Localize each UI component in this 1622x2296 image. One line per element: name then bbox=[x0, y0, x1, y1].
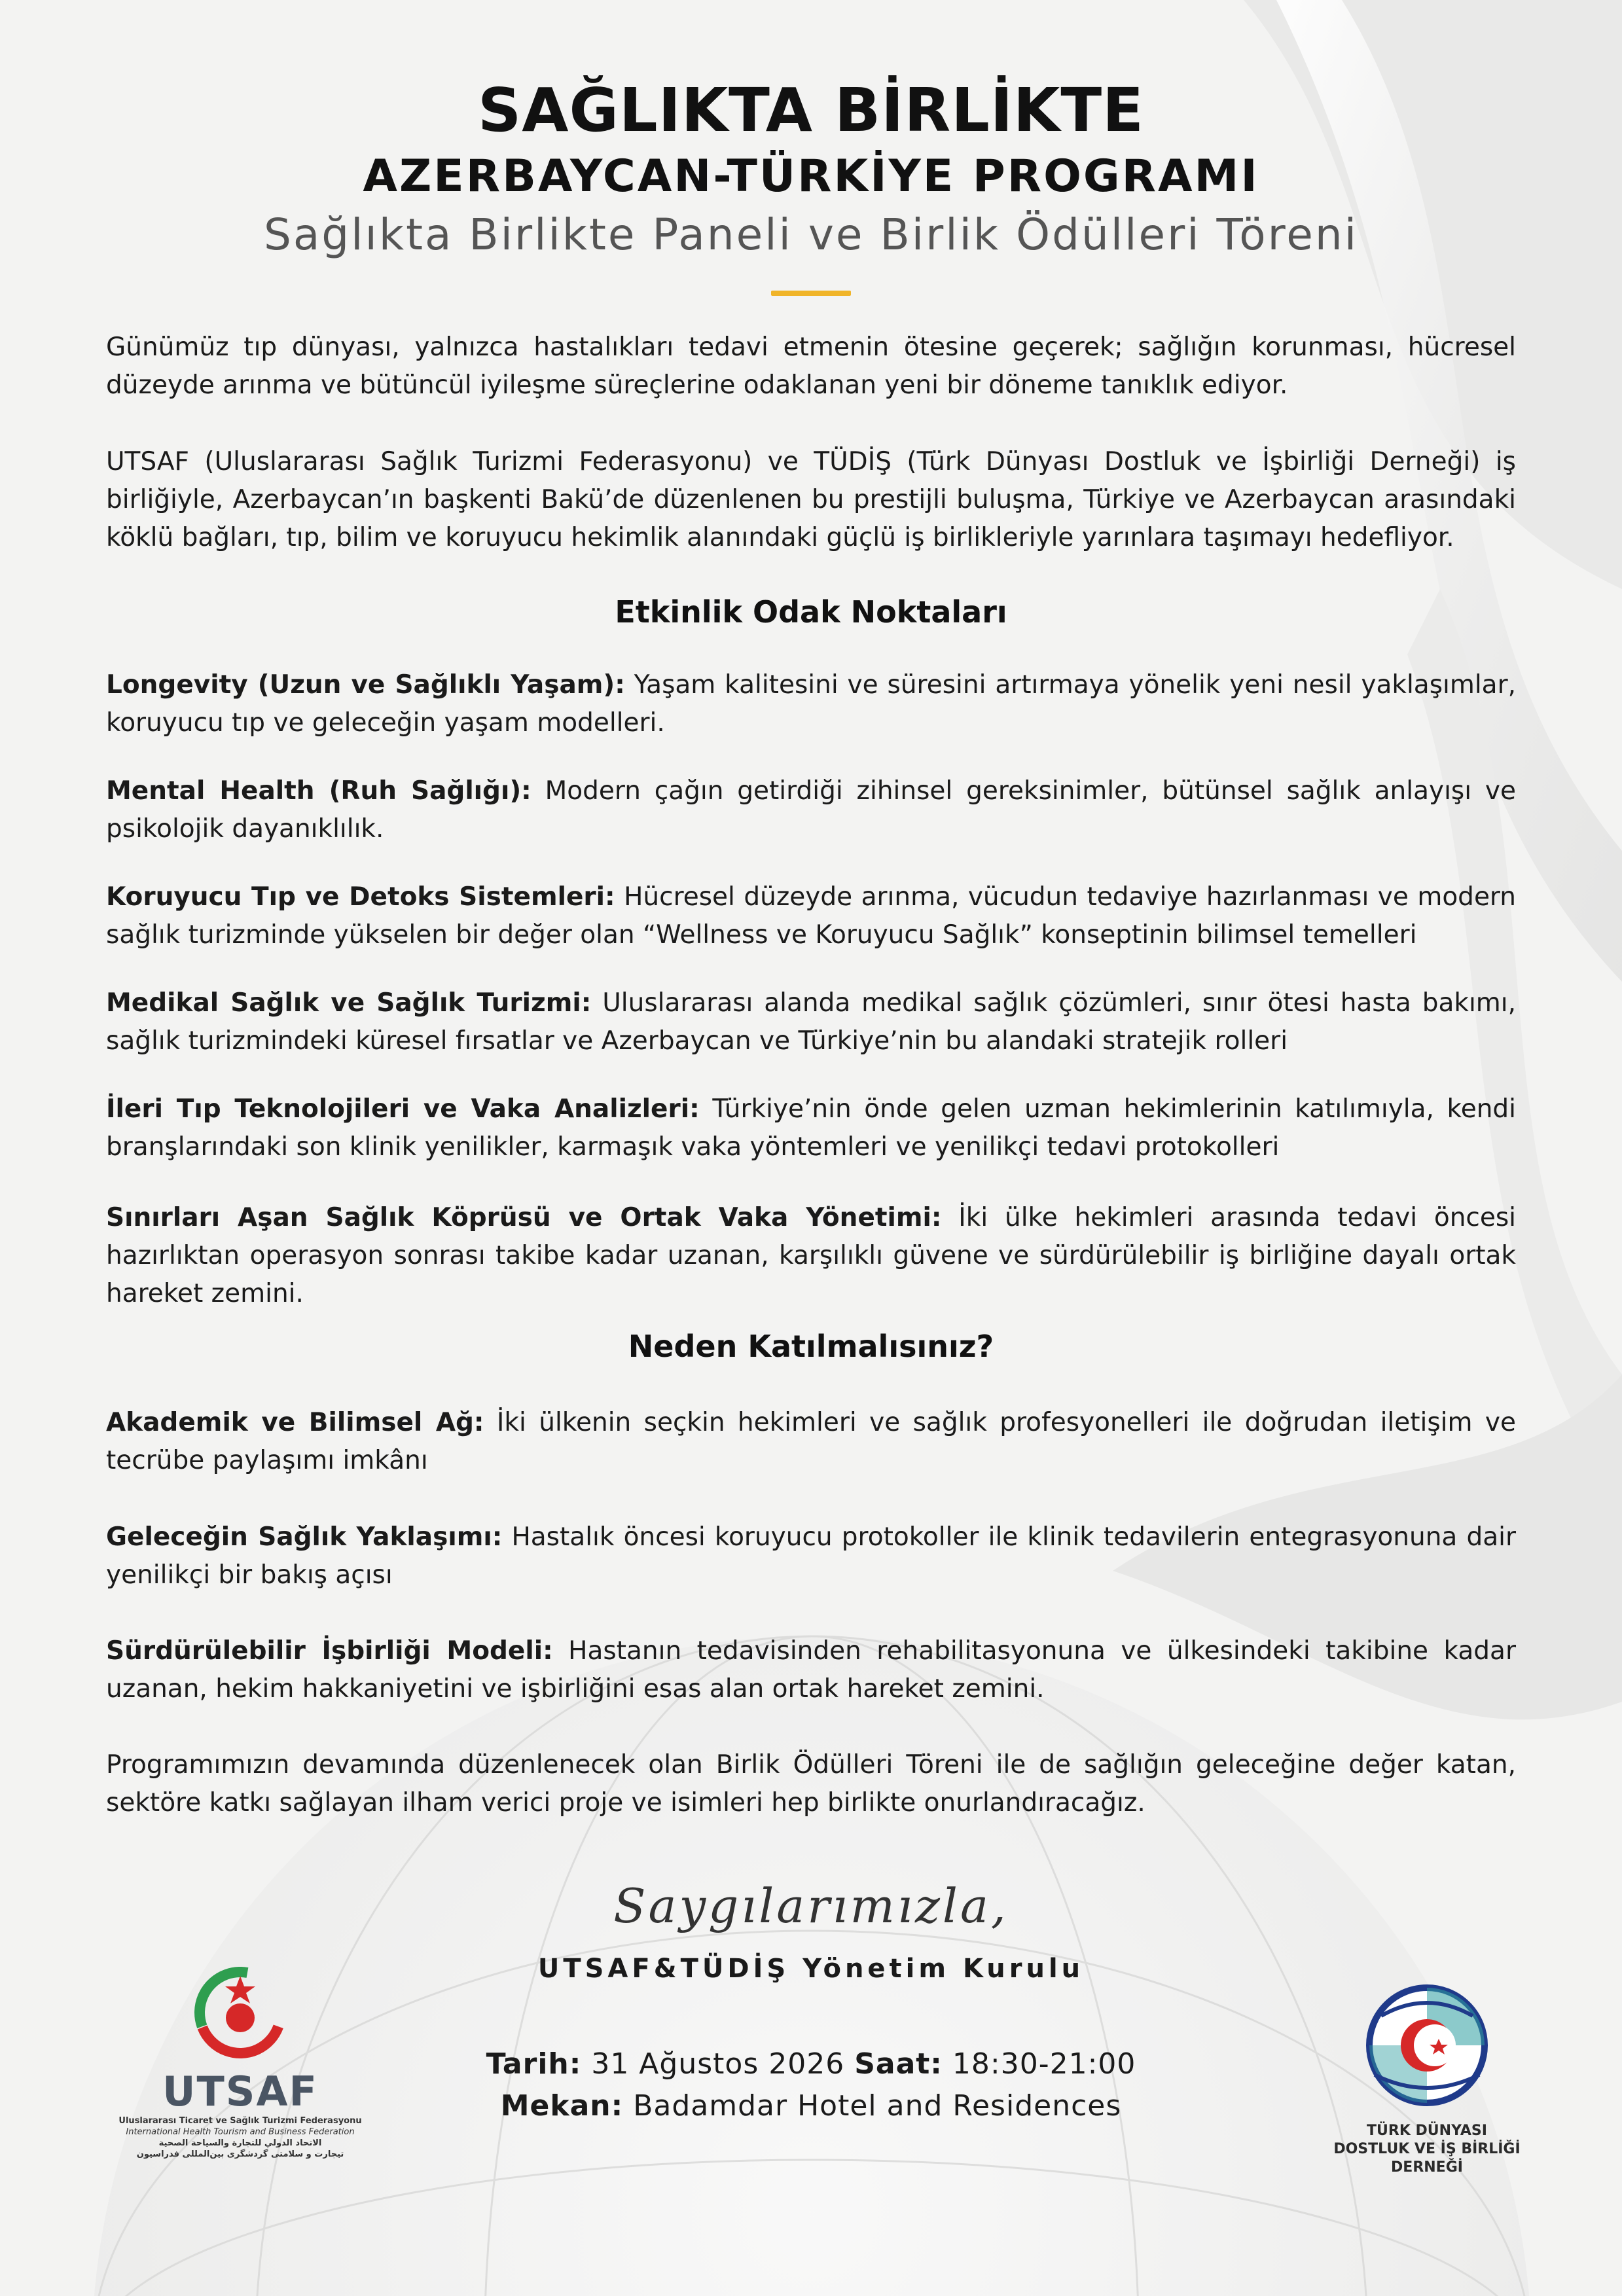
focus-heading: Etkinlik Odak Noktaları bbox=[615, 594, 1007, 630]
venue-label: Mekan: bbox=[500, 2089, 624, 2123]
closing-paragraph: Programımızın devamında düzenlenecek olan Birlik Ödülleri Töreni ile de sağlığın geleceğine değer katan, sektöre katkı sağlayan ilham verici proje ve isimleri hep birlikte onurlandıracağız. bbox=[106, 1750, 1516, 1818]
why-item bbox=[106, 1404, 1516, 1480]
why-item-label: Akademik ve Bilimsel Ağ: bbox=[106, 1408, 484, 1437]
focus-item-text: Yaşam kalitesini ve süresini artırmaya yönelik yeni nesil yaklaşımlar, koruyucu tıp ve geleceğin yaşam modelleri. bbox=[106, 670, 1517, 738]
focus-item bbox=[106, 772, 1516, 848]
program-subtitle: AZERBAYCAN-TÜRKİYE PROGRAMI bbox=[363, 151, 1259, 202]
focus-item-label: Longevity (Uzun ve Sağlıklı Yaşam): bbox=[106, 670, 625, 700]
focus-item-label: Sınırları Aşan Sağlık Köprüsü ve Ortak Vaka Yönetimi: bbox=[106, 1203, 942, 1232]
focus-item-label: Mental Health (Ruh Sağlığı): bbox=[106, 776, 532, 806]
why-item-text: Hastanın tedavisinden rehabilitasyonuna ve ülkesindeki takibine kadar uzanan, hekim hakkaniyetini ve işbirliğini esas alan ortak hareket zemini. bbox=[106, 1636, 1516, 1704]
focus-item-label: Koruyucu Tıp ve Detoks Sistemleri: bbox=[106, 882, 615, 912]
focus-item-text: İki ülke hekimleri arasında tedavi öncesi hazırlıktan operasyon sonrası takibe kadar uzanan, karşılıklı güvene ve sürdürülebilir iş birliğine dayalı ortak hareket zemini. bbox=[106, 1203, 1517, 1308]
utsaf-emblem-icon bbox=[113, 1967, 368, 2065]
why-item bbox=[106, 1518, 1516, 1594]
focus-item-text: Uluslararası alanda medikal sağlık çözümleri, sınır ötesi hasta bakımı, sağlık turizmindeki küresel fırsatlar ve Azerbaycan ve Türkiye’nin bu alandaki stratejik rolleri bbox=[106, 988, 1517, 1056]
why-item-text: İki ülkenin seçkin hekimleri ve sağlık profesyonelleri ile doğrudan iletişim ve tecrübe paylaşımı imkânı bbox=[106, 1408, 1516, 1475]
intro-paragraph-1: Günümüz tıp dünyası, yalnızca hastalıkları tedavi etmenin ötesine geçerek; sağlığın korunması, hücresel düzeyde arınma ve bütüncül iyileşme süreçlerine odaklanan yeni bir döneme tanıklık ediyor. bbox=[106, 332, 1516, 400]
tudis-line-3: DERNEĞİ bbox=[1391, 2159, 1463, 2176]
why-item-text: Hastalık öncesi koruyucu protokoller ile klinik tedavilerin entegrasyonuna dair yenilikçi bir bakış açısı bbox=[106, 1522, 1516, 1590]
event-tagline: Sağlıkta Birlikte Paneli ve Birlik Ödülleri Töreni bbox=[263, 209, 1359, 260]
focus-item-label: İleri Tıp Teknolojileri ve Vaka Analizleri: bbox=[106, 1094, 700, 1124]
focus-item bbox=[106, 1090, 1516, 1166]
time-label: Saat: bbox=[854, 2047, 943, 2081]
venue-value: Badamdar Hotel and Residences bbox=[633, 2089, 1122, 2123]
main-title: SAĞLIKTA BİRLİKTE bbox=[478, 75, 1144, 145]
tudis-line-1: TÜRK DÜNYASI bbox=[1367, 2123, 1487, 2139]
why-item-label: Sürdürülebilir İşbirliği Modeli: bbox=[106, 1636, 553, 1666]
date-label: Tarih: bbox=[486, 2047, 582, 2081]
utsaf-line-3: الاتحاد الدولي للتجارة والسياحة الصحية bbox=[158, 2138, 322, 2148]
focus-item bbox=[106, 878, 1516, 954]
why-item-label: Geleceğin Sağlık Yaklaşımı: bbox=[106, 1522, 503, 1552]
why-heading: Neden Katılmalısınız? bbox=[628, 1329, 994, 1364]
focus-item-text: Hücresel düzeyde arınma, vücudun tedaviye hazırlanması ve modern sağlık turizminde yükselen bir değer olan “Wellness ve Koruyucu Sağlık” konseptinin bilimsel temelleri bbox=[106, 882, 1516, 950]
tudis-globe-icon bbox=[1329, 1977, 1525, 2114]
intro-paragraph-2: UTSAF (Uluslararası Sağlık Turizmi Federasyonu) ve TÜDİŞ (Türk Dünyası Dostluk ve İşbirliği Derneği) iş birliğiyle, Azerbaycan’ın başkenti Bakü’de düzenlenen bu prestijli buluşma, Türkiye ve Azerbaycan arasındaki köklü bağları, tıp, bilim ve koruyucu hekimlik alanındaki güçlü iş birlikleriyle yarınlara taşımayı hedefliyor. bbox=[106, 447, 1516, 552]
utsaf-line-1: Uluslararası Ticaret ve Sağlık Turizmi Federasyonu bbox=[118, 2116, 362, 2126]
focus-item bbox=[106, 666, 1516, 742]
focus-item-label: Medikal Sağlık ve Sağlık Turizmi: bbox=[106, 988, 592, 1018]
tudis-name bbox=[1329, 2122, 1525, 2177]
tudis-line-2: DOSTLUK VE İŞ BİRLİĞİ bbox=[1333, 2141, 1521, 2157]
utsaf-wordmark: UTSAF bbox=[162, 2068, 318, 2115]
why-item bbox=[106, 1632, 1516, 1708]
utsaf-line-4: تیجارت و سلامتی گردشگری بین‌المللی فدراسیون bbox=[136, 2149, 344, 2159]
focus-item-text: Modern çağın getirdiği zihinsel gereksinimler, bütünsel sağlık anlayışı ve psikolojik dayanıklılık. bbox=[106, 776, 1516, 844]
board-name: UTSAF&TÜDİŞ Yönetim Kurulu bbox=[537, 1954, 1085, 1984]
tudis-logo bbox=[1329, 1977, 1525, 2177]
time-value: 18:30-21:00 bbox=[952, 2047, 1136, 2081]
signature-script: Saygılarımızla, bbox=[613, 1878, 1009, 1933]
focus-item-text: Türkiye’nin önde gelen uzman hekimlerinin katılımıyla, kendi branşlarındaki son klinik yenilikler, karmaşık vaka yöntemleri ve yenilikçi tedavi protokolleri bbox=[106, 1094, 1517, 1162]
accent-divider bbox=[771, 291, 851, 296]
focus-item bbox=[106, 1199, 1516, 1313]
focus-item bbox=[106, 984, 1516, 1060]
date-value: 31 Ağustos 2026 bbox=[591, 2047, 845, 2081]
utsaf-line-2: International Health Tourism and Business Federation bbox=[126, 2127, 355, 2137]
utsaf-logo bbox=[113, 1967, 368, 2160]
